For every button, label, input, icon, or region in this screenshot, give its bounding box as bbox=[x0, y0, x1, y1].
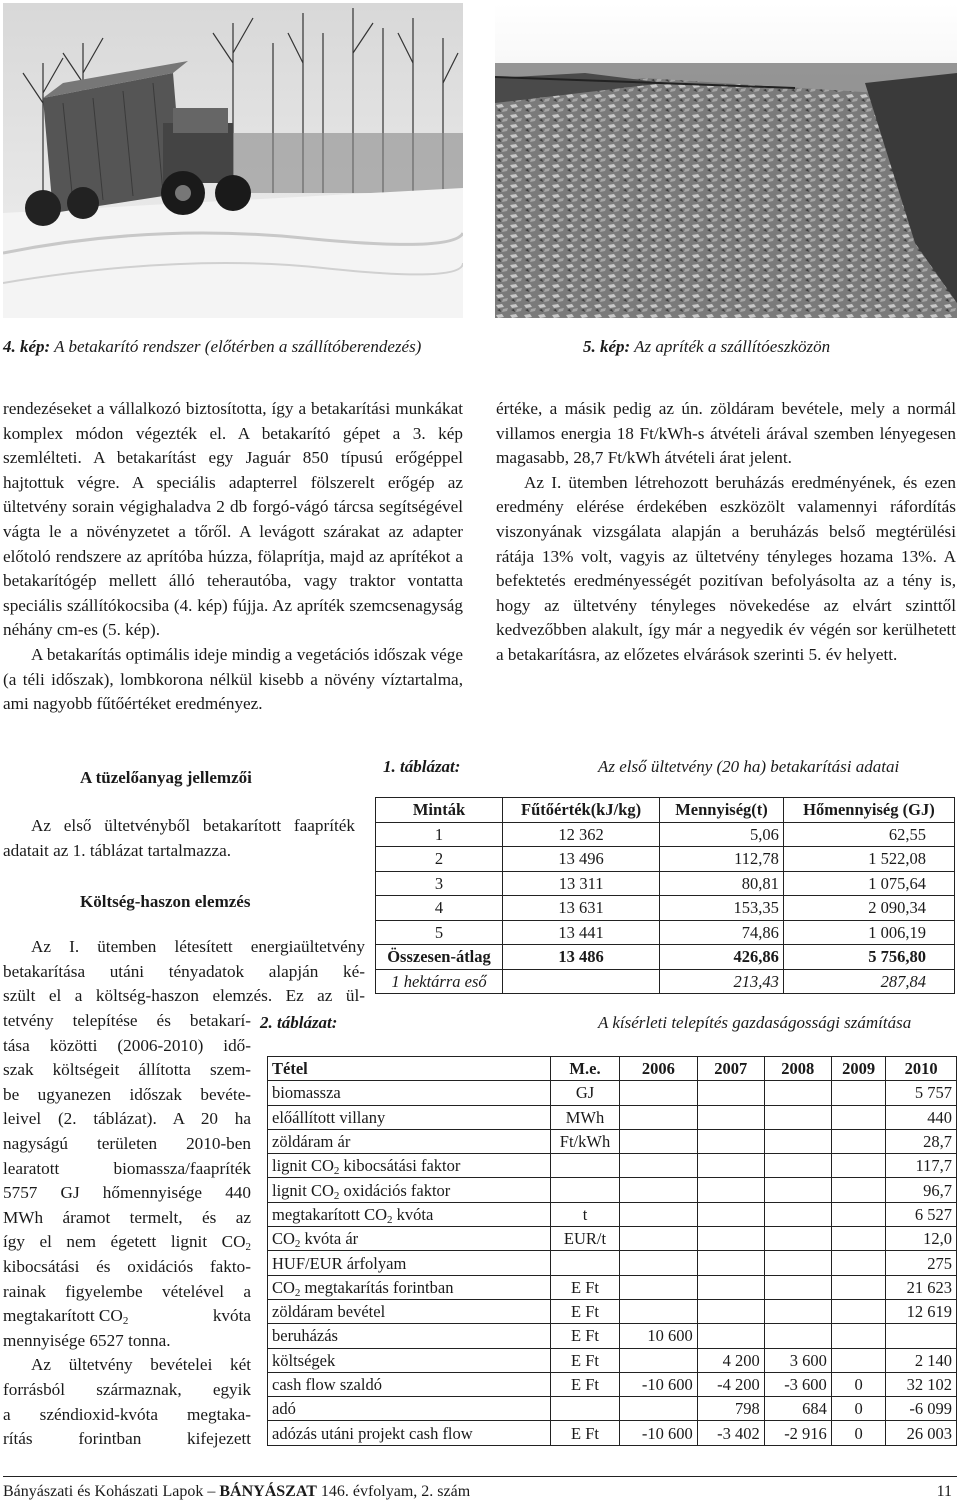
table-row bbox=[268, 1154, 957, 1178]
table-row bbox=[268, 1372, 957, 1396]
table-cell: 112,78 bbox=[660, 847, 784, 872]
section-heading-fuel: A tüzelőanyag jellemzői bbox=[80, 768, 252, 787]
table-row bbox=[268, 1227, 957, 1251]
table-cell: 1 006,19 bbox=[783, 920, 954, 945]
table-cell: 62,55 bbox=[783, 822, 954, 847]
table-header-cell: 2006 bbox=[620, 1057, 698, 1081]
journal-name: Bányászati és Kohászati Lapok bbox=[3, 1483, 204, 1500]
table1-title: Az első ültetvény (20 ha) betakarítási adatai bbox=[598, 757, 900, 776]
co2-subscript: 2 bbox=[387, 1213, 393, 1226]
table-row bbox=[268, 1178, 957, 1202]
section2-narrow-line: szak költségeit állította szem- bbox=[3, 1060, 251, 1080]
cell-text: CO bbox=[272, 1229, 295, 1249]
photo4-caption-label: 4. kép: bbox=[3, 337, 51, 356]
section2-line-1: Az I. ütemben létesített energiaültetvény bbox=[31, 937, 365, 956]
table-cell bbox=[697, 1178, 764, 1202]
right-column-top bbox=[496, 397, 956, 668]
table-row bbox=[268, 1202, 957, 1226]
table-cell: 12 619 bbox=[886, 1299, 957, 1323]
table-cell: beruházás bbox=[268, 1324, 551, 1348]
table-cell bbox=[764, 1105, 831, 1129]
section2-narrow-lines bbox=[3, 1009, 251, 1452]
table-cell: 4 200 bbox=[697, 1348, 764, 1372]
table-cell: -4 200 bbox=[697, 1372, 764, 1396]
table-cell bbox=[551, 1178, 620, 1202]
table-row bbox=[376, 920, 955, 945]
table-cell bbox=[697, 1251, 764, 1275]
section2-p2-line: Az ültetvény bevételei két bbox=[31, 1355, 251, 1375]
table-cell bbox=[268, 1154, 551, 1178]
table-cell: 2 140 bbox=[886, 1348, 957, 1372]
table-cell bbox=[831, 1251, 886, 1275]
section2-p2-line: forrásból származnak, egyik bbox=[3, 1379, 251, 1399]
table-cell: előállított villany bbox=[268, 1105, 551, 1129]
footer-journal bbox=[3, 1483, 470, 1501]
co2-subscript: 2 bbox=[294, 1286, 301, 1299]
table-cell bbox=[764, 1178, 831, 1202]
table-cell: 153,35 bbox=[660, 896, 784, 921]
table-cell bbox=[764, 1154, 831, 1178]
table-cell bbox=[620, 1154, 698, 1178]
table-row bbox=[376, 896, 955, 921]
page-number: 11 bbox=[936, 1483, 952, 1500]
table-cell: 12,0 bbox=[886, 1227, 957, 1251]
table-cell bbox=[697, 1202, 764, 1226]
right-paragraph-1: értéke, a másik pedig az ún. zöldáram bevétele, mely a normál villamos energia 18 Ft/kWh-s átvételi árával szemben lényegesen magasabb, 28,7 Ft/kWh átvételi árat jelent. bbox=[496, 399, 956, 468]
co2-subscript: 2 bbox=[333, 1165, 340, 1178]
table-cell bbox=[831, 1154, 886, 1178]
table-cell bbox=[764, 1202, 831, 1226]
table-cell: 3 600 bbox=[764, 1348, 831, 1372]
table-cell: cash flow szaldó bbox=[268, 1372, 551, 1396]
table-row bbox=[268, 1275, 957, 1299]
journal-dash: – bbox=[203, 1483, 220, 1500]
section2-p2-line: rítás forintban kifejezett bbox=[3, 1429, 251, 1449]
table-cell bbox=[831, 1081, 886, 1105]
cell-text: lignit CO bbox=[272, 1156, 334, 1176]
table-header-cell: 2009 bbox=[831, 1057, 886, 1081]
table-cell: 2 bbox=[376, 847, 503, 872]
photo5-caption bbox=[583, 337, 830, 357]
table-cell: -2 916 bbox=[764, 1421, 831, 1445]
table-cell: zöldáram bevétel bbox=[268, 1299, 551, 1323]
section2-line-2: betakarítása utáni tényadatok alapján ké- bbox=[3, 961, 365, 981]
table-cell bbox=[268, 1275, 551, 1299]
table-row bbox=[268, 1299, 957, 1323]
journal-issue: 146. évfolyam, 2. szám bbox=[316, 1483, 471, 1500]
table-cell bbox=[886, 1324, 957, 1348]
table-header-cell: Minták bbox=[376, 798, 503, 823]
table-cell: 0 bbox=[831, 1397, 886, 1421]
table-cell: 0 bbox=[831, 1372, 886, 1396]
table-cell: 74,86 bbox=[660, 920, 784, 945]
cell-text: kvóta ár bbox=[300, 1229, 359, 1249]
table-header-cell: Tétel bbox=[268, 1057, 551, 1081]
table-header-cell: Mennyiség(t) bbox=[660, 798, 784, 823]
table-cell bbox=[620, 1299, 698, 1323]
table-cell: biomassza bbox=[268, 1081, 551, 1105]
table-cell bbox=[620, 1105, 698, 1129]
table-cell: 3 bbox=[376, 871, 503, 896]
journal-short: BÁNYÁSZAT bbox=[219, 1483, 317, 1500]
co2-text: így el nem égetett lignit CO bbox=[3, 1232, 246, 1252]
table-cell: 2 090,34 bbox=[783, 896, 954, 921]
section2-narrow-line: MWh áramot termelt, és az bbox=[3, 1207, 251, 1227]
table-cell bbox=[697, 1081, 764, 1105]
table-cell bbox=[620, 1348, 698, 1372]
table-cell bbox=[620, 1251, 698, 1275]
table-cell: 117,7 bbox=[886, 1154, 957, 1178]
section2-wide-lines bbox=[3, 935, 365, 1009]
table-cell: HUF/EUR árfolyam bbox=[268, 1251, 551, 1275]
table-cell: -3 600 bbox=[764, 1372, 831, 1396]
table-cell: 10 600 bbox=[620, 1324, 698, 1348]
table-cell: 426,86 bbox=[660, 945, 784, 970]
table-cell: 13 496 bbox=[503, 847, 660, 872]
table-cell bbox=[620, 1081, 698, 1105]
table-row bbox=[376, 822, 955, 847]
table-cell: Ft/kWh bbox=[551, 1129, 620, 1153]
table-cell: 1 hektárra eső bbox=[376, 969, 503, 994]
table-cell bbox=[831, 1178, 886, 1202]
table-cell: zöldáram ár bbox=[268, 1129, 551, 1153]
table-cell: 32 102 bbox=[886, 1372, 957, 1396]
table-cell: 440 bbox=[886, 1105, 957, 1129]
table-row bbox=[376, 847, 955, 872]
table-cell: 5 756,80 bbox=[783, 945, 954, 970]
table-cell: adó bbox=[268, 1397, 551, 1421]
table-cell: 13 486 bbox=[503, 945, 660, 970]
table-cell: E Ft bbox=[551, 1348, 620, 1372]
table-cell bbox=[831, 1105, 886, 1129]
table-cell bbox=[268, 1227, 551, 1251]
table2-label: 2. táblázat: bbox=[260, 1013, 338, 1032]
table-row bbox=[268, 1081, 957, 1105]
table-cell bbox=[551, 1397, 620, 1421]
section2-narrow-line: leivel (2. táblázat). A 20 ha bbox=[3, 1109, 251, 1129]
table-cell: 5 bbox=[376, 920, 503, 945]
section2-p2-line: a széndioxid-kvóta megtaka- bbox=[3, 1404, 251, 1424]
section2-narrow-line: rainak figyelembe vételével a bbox=[3, 1281, 251, 1301]
table-cell bbox=[831, 1275, 886, 1299]
table-cell: 6 527 bbox=[886, 1202, 957, 1226]
table-header-cell: 2008 bbox=[764, 1057, 831, 1081]
table-cell: 26 003 bbox=[886, 1421, 957, 1445]
section2-narrow-line-co2-kvota bbox=[3, 1304, 251, 1329]
table-row bbox=[268, 1397, 957, 1421]
table-cell: 21 623 bbox=[886, 1275, 957, 1299]
cell-text: megtakarítás forintban bbox=[300, 1277, 454, 1297]
table2-economics bbox=[267, 1056, 957, 1446]
table-cell: 28,7 bbox=[886, 1129, 957, 1153]
section-heading-cost-benefit: Költség-haszon elemzés bbox=[80, 892, 251, 911]
table-cell: 1 522,08 bbox=[783, 847, 954, 872]
table-cell bbox=[268, 1202, 551, 1226]
table-cell: 213,43 bbox=[660, 969, 784, 994]
section2-narrow-line: nagyságú területen 2010-ben bbox=[3, 1133, 251, 1153]
table-row bbox=[268, 1105, 957, 1129]
section1-text bbox=[3, 814, 355, 863]
table-cell bbox=[831, 1129, 886, 1153]
table-cell bbox=[620, 1227, 698, 1251]
photo5-caption-label: 5. kép: bbox=[583, 337, 631, 356]
cell-text: CO bbox=[272, 1277, 295, 1297]
table-cell bbox=[697, 1105, 764, 1129]
table-cell bbox=[697, 1275, 764, 1299]
table-cell: 287,84 bbox=[783, 969, 954, 994]
table-cell: 13 631 bbox=[503, 896, 660, 921]
table-header-cell: 2010 bbox=[886, 1057, 957, 1081]
cell-text: megtakarított CO bbox=[272, 1204, 388, 1224]
kvota-word: kvóta bbox=[212, 1306, 251, 1326]
table-header-cell: Fűtőérték(kJ/kg) bbox=[503, 798, 660, 823]
section2-narrow-line: tása közötti (2006-2010) idő- bbox=[3, 1035, 251, 1055]
co2-subscript: 2 bbox=[122, 1315, 129, 1328]
left-paragraph-2: A betakarítás optimális ideje mindig a vegetációs időszak vége (a téli időszak), lombkorona nélkül kisebb a növény víztartalma, ami nagyobb fűtőértéket eredményez. bbox=[3, 644, 463, 714]
table-cell bbox=[551, 1154, 620, 1178]
cell-text: oxidációs faktor bbox=[339, 1180, 451, 1200]
table-cell bbox=[620, 1129, 698, 1153]
table-cell: 1 bbox=[376, 822, 503, 847]
table-cell bbox=[697, 1129, 764, 1153]
table-cell: költségek bbox=[268, 1348, 551, 1372]
table-per-hectare-row bbox=[376, 969, 955, 994]
table-cell bbox=[268, 1178, 551, 1202]
table-cell bbox=[831, 1324, 886, 1348]
table-cell bbox=[831, 1348, 886, 1372]
photo5-caption-text: Az apríték a szállítóeszközön bbox=[634, 337, 831, 356]
table-row bbox=[376, 871, 955, 896]
table-cell bbox=[764, 1324, 831, 1348]
table-cell bbox=[697, 1154, 764, 1178]
co2-subscript: 2 bbox=[333, 1189, 340, 1202]
section2-narrow-line-co2 bbox=[3, 1230, 251, 1255]
right-paragraph-2: Az I. ütemben létrehozott beruházás eredményének, és ezen eredmény elérése érdekében eszközölt valamennyi ráfordítás viszonyának vizsgálata alapján a beruházás belső megtérülési rátája 13% volt, vagyis az ültetvény tényleges hozama 13%. A befektetés eredményességét pozitívan befolyásolta az a tény is, hogy az ültetvény tényleges növekedése az elvárt szinttől kedvezőbben alakult, így már a negyedik év végén sor kerülhetett a betakarításra, az előzetes elvárások szerinti 5. év helyett. bbox=[496, 472, 956, 664]
left-column-top bbox=[3, 397, 463, 717]
section2-line-3: szült el a költség-haszon elemzés. Ez az ül- bbox=[3, 986, 365, 1006]
table1-label: 1. táblázat: bbox=[383, 757, 461, 776]
table-cell bbox=[503, 969, 660, 994]
section1-paragraph: Az első ültetvényből betakarított faapríték adatait az 1. táblázat tartalmazza. bbox=[3, 816, 355, 860]
section2-narrow-line: learatott biomassza/faapríték bbox=[3, 1158, 251, 1178]
table-cell: E Ft bbox=[551, 1421, 620, 1445]
table-cell: 798 bbox=[697, 1397, 764, 1421]
table-cell bbox=[764, 1299, 831, 1323]
table-cell: 4 bbox=[376, 896, 503, 921]
table-cell: Összesen-átlag bbox=[376, 945, 503, 970]
co2-text-prefix: megtakarított CO bbox=[3, 1306, 123, 1326]
photo-wood-chips bbox=[495, 3, 957, 318]
table-cell: GJ bbox=[551, 1081, 620, 1105]
table-cell: 96,7 bbox=[886, 1178, 957, 1202]
table-cell bbox=[764, 1275, 831, 1299]
table-cell bbox=[697, 1227, 764, 1251]
section2-narrow-line: be ugyanezen időszak bevéte- bbox=[3, 1084, 251, 1104]
table-cell: -10 600 bbox=[620, 1372, 698, 1396]
table-cell bbox=[764, 1251, 831, 1275]
table-cell bbox=[697, 1299, 764, 1323]
table-cell: 684 bbox=[764, 1397, 831, 1421]
table-header-row bbox=[376, 798, 955, 823]
table-row bbox=[268, 1324, 957, 1348]
section2-narrow-line: 5757 GJ hőmennyisége 440 bbox=[3, 1183, 251, 1203]
table-header-row bbox=[268, 1057, 957, 1081]
table-cell bbox=[764, 1129, 831, 1153]
table-summary-row bbox=[376, 945, 955, 970]
left-paragraph-1: rendezéseket a vállalkozó biztosította, így a betakarítási munkákat komplex módon végezték el. A betakarító gépet a 3. kép szemlélteti. A betakarítást egy Jaguár 850 típusú erőgéppel hajtottuk végre. A speciális adapterrel fölszerelt erőgép az ültetvény sorain végighaladva 2 db forgó-vágó tárcsa segítségével vágta le a növényzetet a tőről. A levágott szárakat az adapter előtoló rendszere az aprítóba húzza, fölaprítja, majd az aprítékot a betakarítógép mellett álló teherautóba, vagy traktor vontatta speciális szállítókocsiba (4. kép) fújja. Az apríték szemcsenagyság néhány cm-es (5. kép). bbox=[3, 399, 463, 640]
cell-text: lignit CO bbox=[272, 1180, 334, 1200]
table-cell: 5 757 bbox=[886, 1081, 957, 1105]
table-cell bbox=[620, 1275, 698, 1299]
table-header-cell: Hőmennyiség (GJ) bbox=[783, 798, 954, 823]
table-cell: EUR/t bbox=[551, 1227, 620, 1251]
table-row bbox=[268, 1129, 957, 1153]
table-cell bbox=[620, 1202, 698, 1226]
table-cell bbox=[697, 1324, 764, 1348]
table-cell: 0 bbox=[831, 1421, 886, 1445]
table-cell bbox=[831, 1227, 886, 1251]
table-cell: 275 bbox=[886, 1251, 957, 1275]
table-cell: 5,06 bbox=[660, 822, 784, 847]
table-cell: MWh bbox=[551, 1105, 620, 1129]
photo-harvest-tractor bbox=[3, 3, 463, 318]
section2-narrow-line: tetvény telepítése és betakarí- bbox=[3, 1011, 251, 1030]
table-cell: t bbox=[551, 1202, 620, 1226]
table-row bbox=[268, 1421, 957, 1445]
table-cell: -3 402 bbox=[697, 1421, 764, 1445]
table-cell: 13 441 bbox=[503, 920, 660, 945]
table-cell bbox=[620, 1397, 698, 1421]
table-row bbox=[268, 1251, 957, 1275]
cell-text: kibocsátási faktor bbox=[339, 1156, 461, 1176]
table-cell bbox=[764, 1081, 831, 1105]
table-cell bbox=[551, 1251, 620, 1275]
cell-text: kvóta bbox=[392, 1204, 434, 1224]
table-cell bbox=[764, 1227, 831, 1251]
co2-text-2 bbox=[3, 1304, 128, 1329]
co2-subscript: 2 bbox=[294, 1238, 301, 1251]
table-cell: adózás utáni projekt cash flow bbox=[268, 1421, 551, 1445]
table-cell: 1 075,64 bbox=[783, 871, 954, 896]
table-cell: 13 311 bbox=[503, 871, 660, 896]
table-cell: 12 362 bbox=[503, 822, 660, 847]
table-cell: 80,81 bbox=[660, 871, 784, 896]
footer-rule bbox=[3, 1476, 957, 1477]
table-cell bbox=[620, 1178, 698, 1202]
table-cell: E Ft bbox=[551, 1299, 620, 1323]
table-header-cell: 2007 bbox=[697, 1057, 764, 1081]
table-header-cell: M.e. bbox=[551, 1057, 620, 1081]
table-row bbox=[268, 1348, 957, 1372]
table-cell: E Ft bbox=[551, 1372, 620, 1396]
photo4-caption bbox=[3, 337, 421, 357]
table1-harvest-data bbox=[375, 797, 955, 994]
co2-subscript: 2 bbox=[245, 1241, 251, 1254]
table-cell bbox=[831, 1202, 886, 1226]
section2-narrow-line: mennyisége 6527 tonna. bbox=[3, 1330, 171, 1350]
table2-title: A kísérleti telepítés gazdaságossági számítása bbox=[598, 1013, 912, 1032]
table-cell bbox=[831, 1299, 886, 1323]
table-cell: -6 099 bbox=[886, 1397, 957, 1421]
table-cell: E Ft bbox=[551, 1324, 620, 1348]
photo4-caption-text: A betakarító rendszer (előtérben a szállítóberendezés) bbox=[54, 337, 422, 356]
section2-narrow-line: kibocsátási és oxidációs fakto- bbox=[3, 1256, 251, 1276]
table-cell: E Ft bbox=[551, 1275, 620, 1299]
table-cell: -10 600 bbox=[620, 1421, 698, 1445]
